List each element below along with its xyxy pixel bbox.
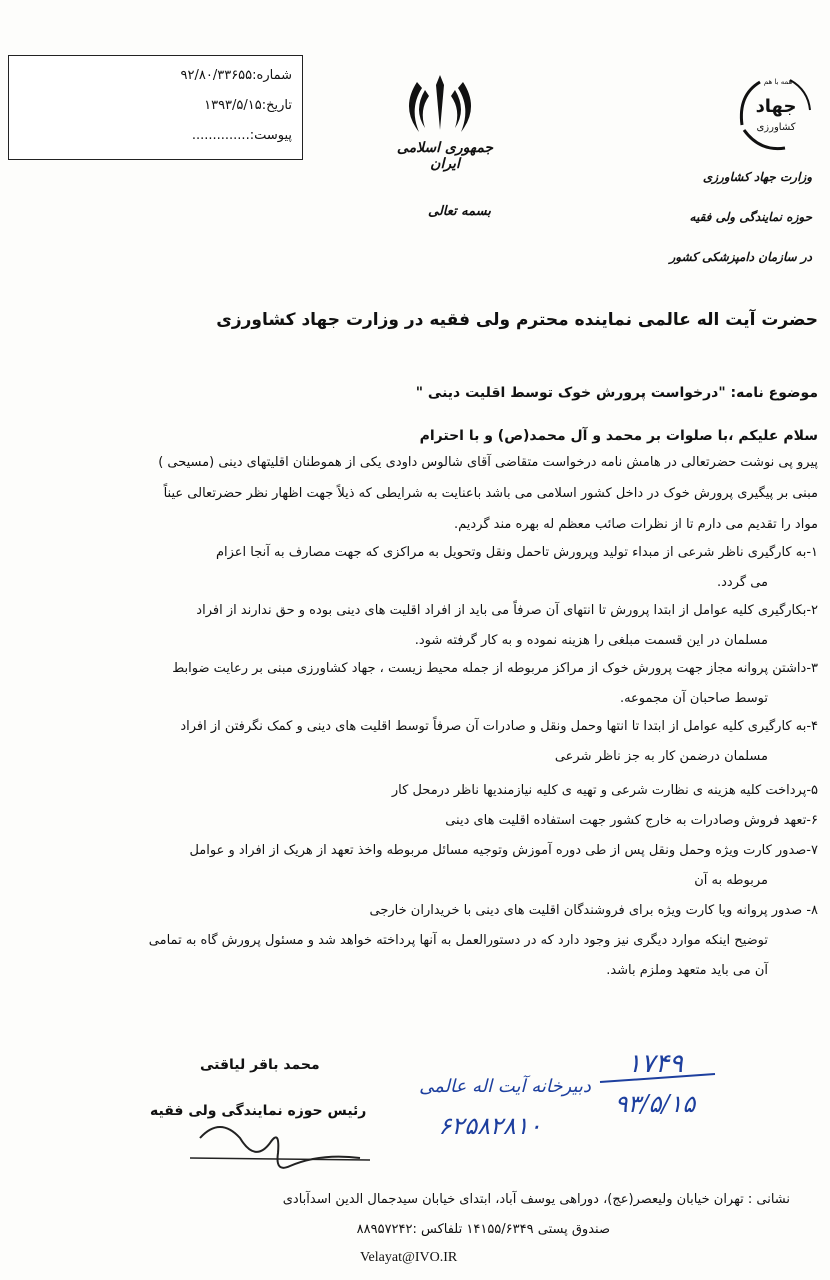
org-line-organization: در سازمان دامپزشکی کشور	[669, 250, 812, 264]
condition-item-1: ۱-به کارگیری ناظر شرعی از مبداء تولید وپرورش تاحمل ونقل وتحویل به مراکزی که جهت مصارف به آنجا اعزام	[215, 545, 818, 560]
note-line: آن می باید متعهد وملزم باشد.	[606, 963, 768, 978]
footer-email: Velayat@IVO.IR	[360, 1250, 458, 1265]
condition-item-7: ۷-صدور کارت ویژه وحمل ونقل پس از طی دوره آموزش وتوجیه مسائل مربوطه واخذ تعهد از هریک از افراد و عوامل	[189, 843, 818, 858]
handwritten-secretariat: دبیرخانه آیت اله عالمی	[419, 1076, 591, 1097]
date-label: تاریخ:	[261, 98, 292, 113]
letter-number	[181, 68, 292, 83]
emblem-caption: جمهوری اسلامی ایران	[396, 140, 494, 172]
note-line: توضیح اینکه موارد دیگری نیز وجود دارد که در دستورالعمل به آنها پرداخته خواهد شد و مسئول پرورش گاه به تمامی	[148, 933, 768, 948]
condition-item-2-cont: مسلمان در این قسمت مبلغی را هزینه نموده و به کار گرفته شود.	[414, 633, 768, 648]
condition-item-3-cont: توسط صاحبان آن مجموعه.	[619, 691, 768, 706]
signatory-name: محمد باقر لیاقتی	[200, 1057, 320, 1073]
condition-item-1-cont: می گردد.	[716, 575, 768, 590]
org-line-office: حوزه نمایندگی ولی فقیه	[689, 210, 812, 224]
date-value: ۱۳۹۳/۵/۱۵	[204, 98, 262, 113]
handwritten-registry-note	[405, 1030, 735, 1150]
letter-date	[204, 98, 292, 113]
signature-scribble	[160, 1108, 380, 1178]
condition-item-4-cont: مسلمان درضمن کار به جز ناظر شرعی	[554, 749, 768, 764]
intro-line: پیرو پی نوشت حضرتعالی در هامش نامه درخواست متقاضی آقای شالوس داودی یکی از هموطنان اقلیتهای دینی (مسیحی )	[158, 455, 818, 470]
number-value: ۹۲/۸۰/۳۳۶۵۵	[180, 68, 253, 83]
subject-line: موضوع نامه: "درخواست پرورش خوک توسط اقلیت دینی "	[415, 385, 818, 401]
condition-item-5: ۵-پرداخت کلیه هزینه ی نظارت شرعی و تهیه ی کلیه نیازمندیها ناظر درمحل کار	[391, 783, 818, 798]
intro-line: مواد را تقدیم می دارم تا از نظرات صائب معظم له بهره مند گردیم.	[454, 517, 818, 532]
logo-sub-text: کشاورزی	[756, 122, 796, 133]
condition-item-3: ۳-داشتن پروانه مجاز جهت پرورش خوک از مراکز مربوطه از جمله محیط زیست ، جهاد کشاورزی مبنی بر رعایت ضوابط	[172, 661, 818, 676]
logo-top-text: همه با هم	[763, 78, 793, 86]
handwritten-date: ۹۳/۵/۱۵	[614, 1090, 696, 1118]
footer-address: نشانی : تهران خیابان ولیعصر(عج)، دوراهی یوسف آباد، ابتدای خیابان سیدجمال الدین اسدآبادی	[282, 1192, 790, 1207]
jihad-agriculture-logo-icon	[730, 70, 815, 160]
greeting-line: سلام علیکم ،با صلوات بر محمد و آل محمد(ص) و با احترام	[419, 428, 818, 444]
signatory-title: رئیس حوزه نمایندگی ولی فقیه	[150, 1103, 367, 1119]
condition-item-4: ۴-به کارگیری کلیه عوامل از ابتدا تا انتها وحمل ونقل و صادرات آن صرفاً توسط اقلیت های دینی و کمک نگرفتن از افراد	[180, 719, 818, 734]
footer-postal: صندوق پستی ۱۴۱۵۵/۶۳۴۹ تلفاکس :۸۸۹۵۷۲۴۲	[356, 1222, 610, 1237]
org-line-ministry: وزارت جهاد کشاورزی	[702, 170, 812, 184]
condition-item-2: ۲-بکارگیری کلیه عوامل از ابتدا پرورش تا انتهای آن صرفاً می باید از افراد اقلیت های دینی بوده و حق ندارند از افراد	[196, 603, 818, 618]
number-label: شماره:	[252, 68, 292, 83]
bismillah: بسمه تعالی	[428, 204, 491, 219]
condition-item-7-cont: مربوطه به آن	[694, 873, 768, 888]
logo-main-text: جهاد	[755, 96, 797, 117]
intro-line: مبنی بر پیگیری پرورش خوک در داخل کشور اسلامی می باشد باعنایت به شرایطی که ذیلاً جهت اظهار نظر حضرتعالی عیناً	[163, 486, 818, 501]
letter-meta-box	[8, 55, 303, 160]
condition-item-6: ۶-تعهد فروش وصادرات به خارج کشور جهت استفاده اقلیت های دینی	[445, 813, 818, 828]
recipient-line: حضرت آیت اله عالمی نماینده محترم ولی فقیه در وزارت جهاد کشاورزی	[216, 310, 818, 330]
handwritten-number: ۱۷۴۹	[627, 1049, 683, 1079]
condition-item-8: ۸- صدور پروانه ویا کارت ویژه برای فروشندگان اقلیت های دینی با خریداران خارجی	[369, 903, 818, 918]
letter-attachment: پیوست:..............	[191, 128, 292, 143]
handwritten-code: ۶۲۵۸۲۸۱۰	[438, 1112, 542, 1140]
